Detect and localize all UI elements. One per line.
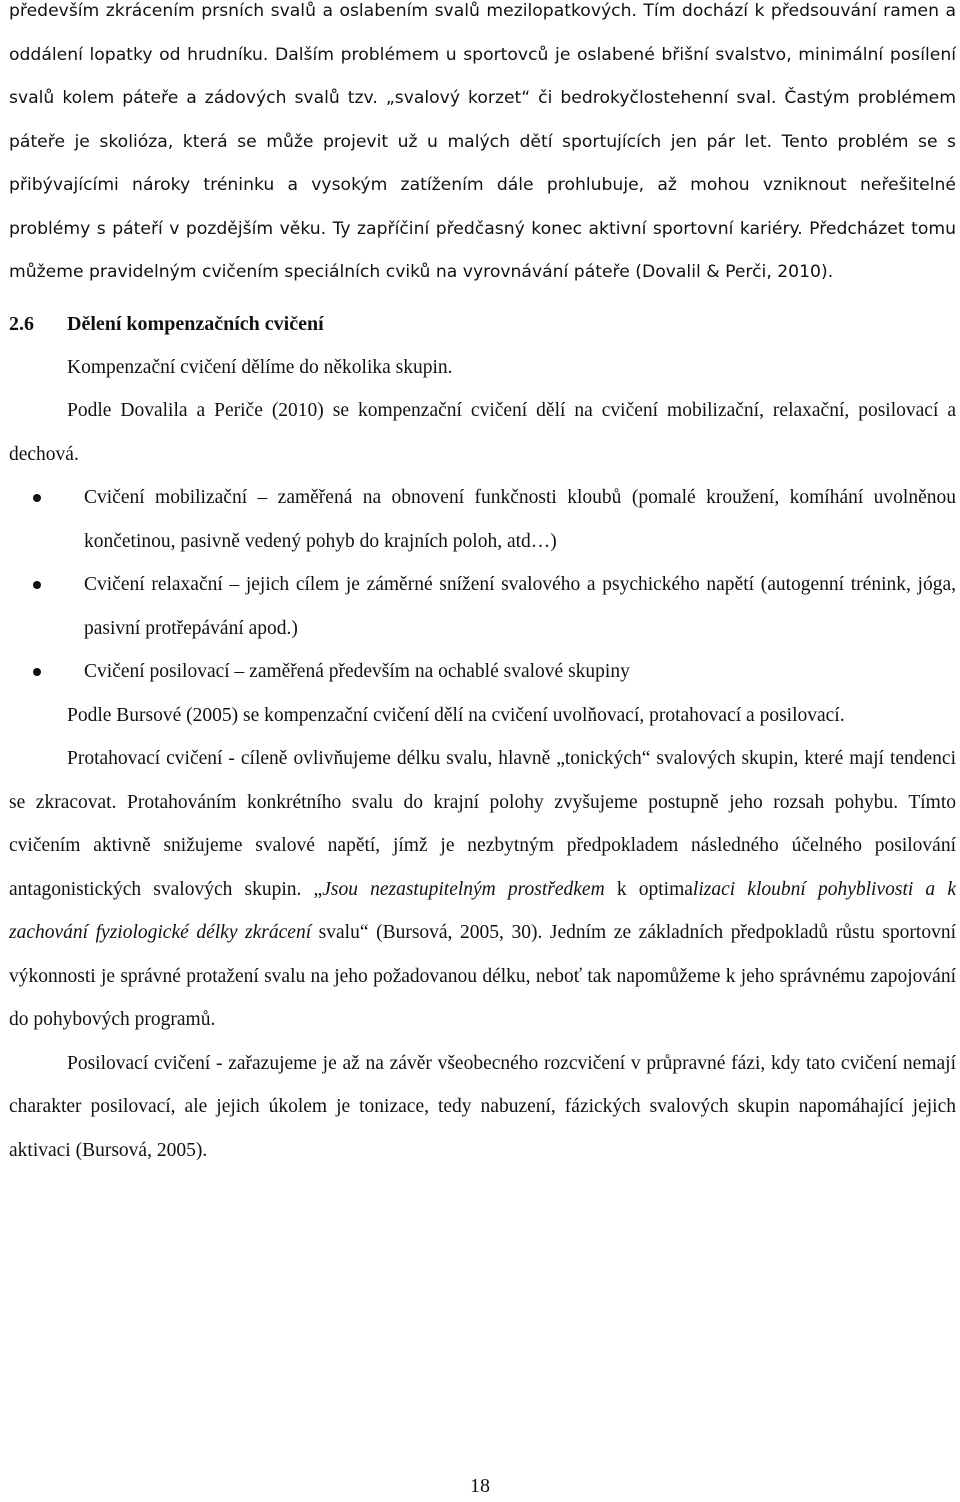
posilovaci-paragraph: Posilovací cvičení - zařazujeme je až na závěr všeobecného rozcvičení v průpravné fázi, kdy tato cvičení nemají charakter posilovací, ale jejich úkolem je tonizace, tedy nabuzení, fázických svalových skupin napomáhající jejich aktivaci (Bursová, 2005). [9,1052,956,1161]
bullet-icon [33,581,41,589]
quote-italic: Jsou nezastupitelným prostředkem [322,878,605,900]
quote-italic: lizaci kloubní pohyblivosti a k zachování fyziologické délky zkrácení [9,878,956,943]
body-paragraph: především zkrácením prsních svalů a oslabením svalů mezilopatkových. Tím dochází k předsouvání ramen a oddálení lopatky od hrudníku. Dalším problémem u sportovců je oslabené břišní svalstvo, minimální posílení svalů kolem páteře a zádových svalů tzv. „svalový korzet“ či bedrokyčlostehenní sval. Častým problémem páteře je skolióza, která se může projevit už u malých dětí sportujících jen pár let. Tento problém se s přibývajícími nároky tréninku a vysokým zatížením dále prohlubuje, až mohou vzniknout neřešitelné problémy s páteří v pozdějším věku. Ty zapříčiní předčasný konec aktivní sportovní kariéry. Předcházet tomu můžeme pravidelným cvičením speciálních cviků na vyrovnávání páteře (Dovalil & Perči, 2010). [9,1,956,282]
list-item: Cvičení relaxační – jejich cílem je záměrné snížení svalového a psychického napětí (autogenní trénink, jóga, pasivní protřepávání apod.) [9,563,956,650]
bursova-paragraph: Podle Bursové (2005) se kompenzační cvičení dělí na cvičení uvolňovací, protahovací a posilovací. [67,704,845,726]
bullet-icon [33,494,41,502]
list-item: Cvičení posilovací – zaměřená především na ochablé svalové skupiny [9,650,956,694]
page-number: 18 [470,1475,490,1497]
intro-paragraph: Kompenzační cvičení dělíme do několika skupin. [67,356,453,378]
protahovaci-paragraph: Protahovací cvičení - cíleně ovlivňujeme délku svalu, hlavně „tonických“ svalových skupin, které mají tendenci se zkracovat. Protahováním konkrétního svalu do krajní polohy zvyšujeme postupně jeho rozsah pohybu. Tímto cvičením aktivně snižujeme svalové napětí, jímž je nezbytným předpokladem následného účelného posilování antagonistických svalových skupin. „Jsou nezastupitelným prostředkem k optimalizaci kloubní pohyblivosti a k zachování fyziologické délky zkrácení svalu“ (Bursová, 2005, 30). Jedním ze základních předpokladů růstu sportovní výkonnosti je správné protažení svalu na jeho požadovanou délku, neboť tak napomůžeme k jeho správnému zapojování do pohybových programů. [9,748,956,1030]
section-title: Dělení kompenzačních cvičení [67,312,324,335]
bullet-icon [33,668,41,676]
document-page [9,0,956,1172]
section-number: 2.6 [9,312,34,335]
list-item: Cvičení mobilizační – zaměřená na obnovení funkčnosti kloubů (pomalé kroužení, komíhání uvolněnou končetinou, pasivně vedený pohyb do krajních poloh, atd…) [9,476,956,563]
exercise-types-list [9,476,956,694]
section-heading [9,310,956,338]
intro-paragraph-2: Podle Dovalila a Periče (2010) se kompenzační cvičení dělí na cvičení mobilizační, relaxační, posilovací a dechová. [9,400,956,465]
